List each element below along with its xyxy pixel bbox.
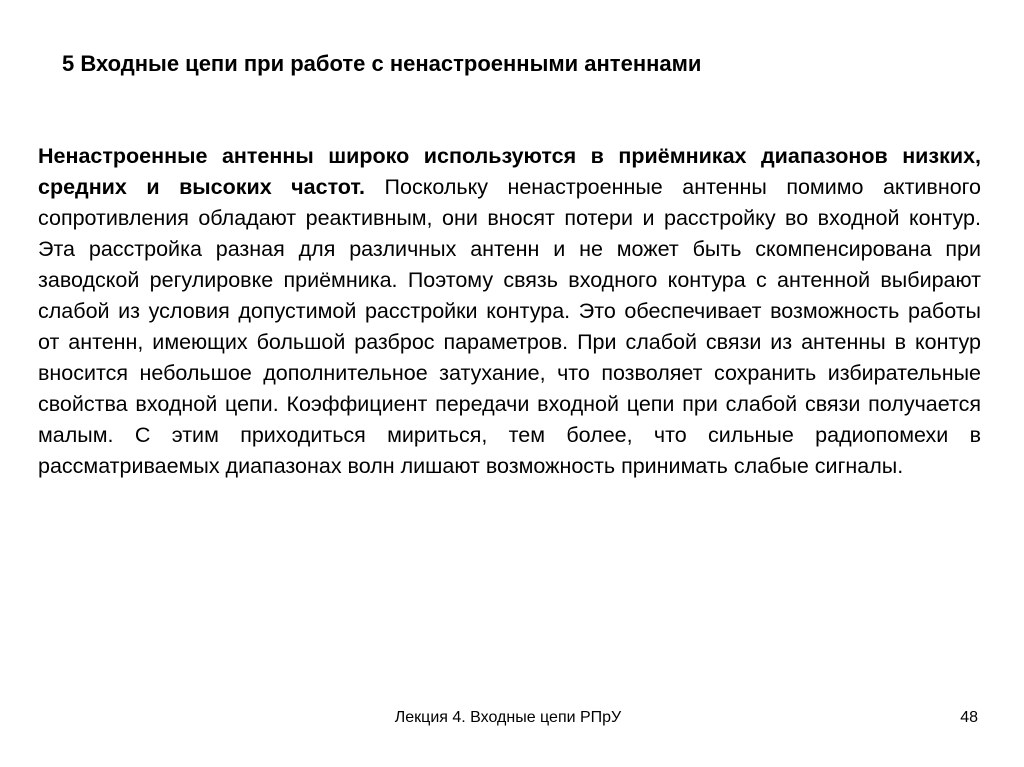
slide-title: 5 Входные цепи при работе с ненастроенными антеннами	[62, 51, 702, 76]
slide-body-paragraph	[38, 141, 981, 482]
slide-body-lead: Ненастроенные антенны широко используются в приёмниках диапазонов низких, средних и высоких частот.	[38, 144, 981, 199]
page-number: 48	[960, 709, 978, 726]
slide-footer: Лекция 4. Входные цепи РПрУ	[394, 709, 622, 726]
slide-body-text: Поскольку ненастроенные антенны помимо активного сопротивления обладают реактивным, они вносят потери и расстройку во входной контур. Эта расстройка разная для различных антенн и не может быть скомпенсирована при заводской регулировке приёмника. Поэтому связь входного контура с антенной выбирают слабой из условия допустимой расстройки контура. Это обеспечивает возможность работы от антенн, имеющих большой разброс параметров. При слабой связи из антенны в контур вносится небольшое дополнительное затухание, что позволяет сохранить избирательные свойства входной цепи. Коэффициент передачи входной цепи при слабой связи получается малым. С этим приходиться мириться, тем более, что сильные радиопомехи в рассматриваемых диапазонах волн лишают возможность принимать слабые сигналы.	[38, 175, 982, 478]
